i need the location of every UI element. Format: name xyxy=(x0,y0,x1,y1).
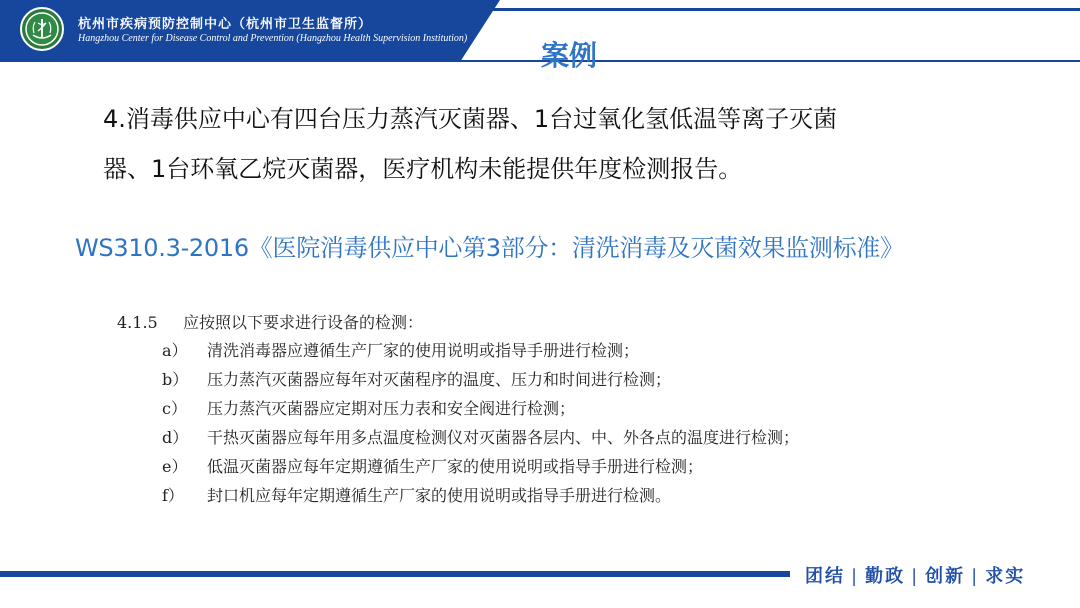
motto-separator: | xyxy=(851,566,860,587)
item-text: 封口机应每年定期遵循生产厂家的使用说明或指导手册进行检测。 xyxy=(207,486,672,505)
clause-item-c xyxy=(117,394,997,423)
clause-number: 4.1.5 xyxy=(117,313,158,332)
case-line-2: 器、1台环氧乙烷灭菌器，医疗机构未能提供年度检测报告。 xyxy=(103,155,743,183)
slide-title: 案例 xyxy=(541,39,598,72)
motto-word: 创新 xyxy=(925,566,966,587)
header-line-top xyxy=(460,8,1080,11)
clause-item-f xyxy=(117,481,997,510)
header-line-bottom xyxy=(440,60,1080,62)
item-label: d） xyxy=(162,428,189,447)
clause-heading-row xyxy=(117,310,997,336)
motto-separator: | xyxy=(971,566,980,587)
clause-item-d xyxy=(117,423,997,452)
clause-item-a xyxy=(117,336,997,365)
clause-block xyxy=(117,310,997,510)
item-label: b） xyxy=(162,370,189,389)
item-label: e） xyxy=(162,457,188,476)
organization-name-en: Hangzhou Center for Disease Control and Prevention (Hangzhou Health Supervision Institution) xyxy=(78,33,468,44)
clause-item-e xyxy=(117,452,997,481)
motto-word: 勤政 xyxy=(865,566,906,587)
item-label: f） xyxy=(162,486,184,505)
clause-heading: 应按照以下要求进行设备的检测： xyxy=(183,313,424,332)
item-label: c） xyxy=(162,399,187,418)
footer-motto xyxy=(805,562,1025,588)
case-line-1: 4.消毒供应中心有四台压力蒸汽灭菌器、1台过氧化氢低温等离子灭菌 xyxy=(103,105,838,133)
motto-word: 求实 xyxy=(985,566,1026,587)
item-text: 低温灭菌器应每年定期遵循生产厂家的使用说明或指导手册进行检测； xyxy=(207,457,704,476)
item-text: 干热灭菌器应每年用多点温度检测仪对灭菌器各层内、中、外各点的温度进行检测； xyxy=(207,428,800,447)
organization-name-cn: 杭州市疾病预防控制中心（杭州市卫生监督所） xyxy=(78,17,373,32)
motto-separator: | xyxy=(911,566,920,587)
clause-item-b xyxy=(117,365,997,394)
footer-bar xyxy=(0,571,790,577)
cdc-emblem-icon xyxy=(20,7,64,51)
item-text: 清洗消毒器应遵循生产厂家的使用说明或指导手册进行检测； xyxy=(207,341,640,360)
case-description xyxy=(103,94,983,194)
standard-title: WS310.3-2016《医院消毒供应中心第3部分：清洗消毒及灭菌效果监测标准》 xyxy=(75,234,904,262)
item-text: 压力蒸汽灭菌器应定期对压力表和安全阀进行检测； xyxy=(207,399,576,418)
motto-word: 团结 xyxy=(805,566,845,587)
item-text: 压力蒸汽灭菌器应每年对灭菌程序的温度、压力和时间进行检测； xyxy=(207,370,672,389)
item-label: a） xyxy=(162,341,188,360)
